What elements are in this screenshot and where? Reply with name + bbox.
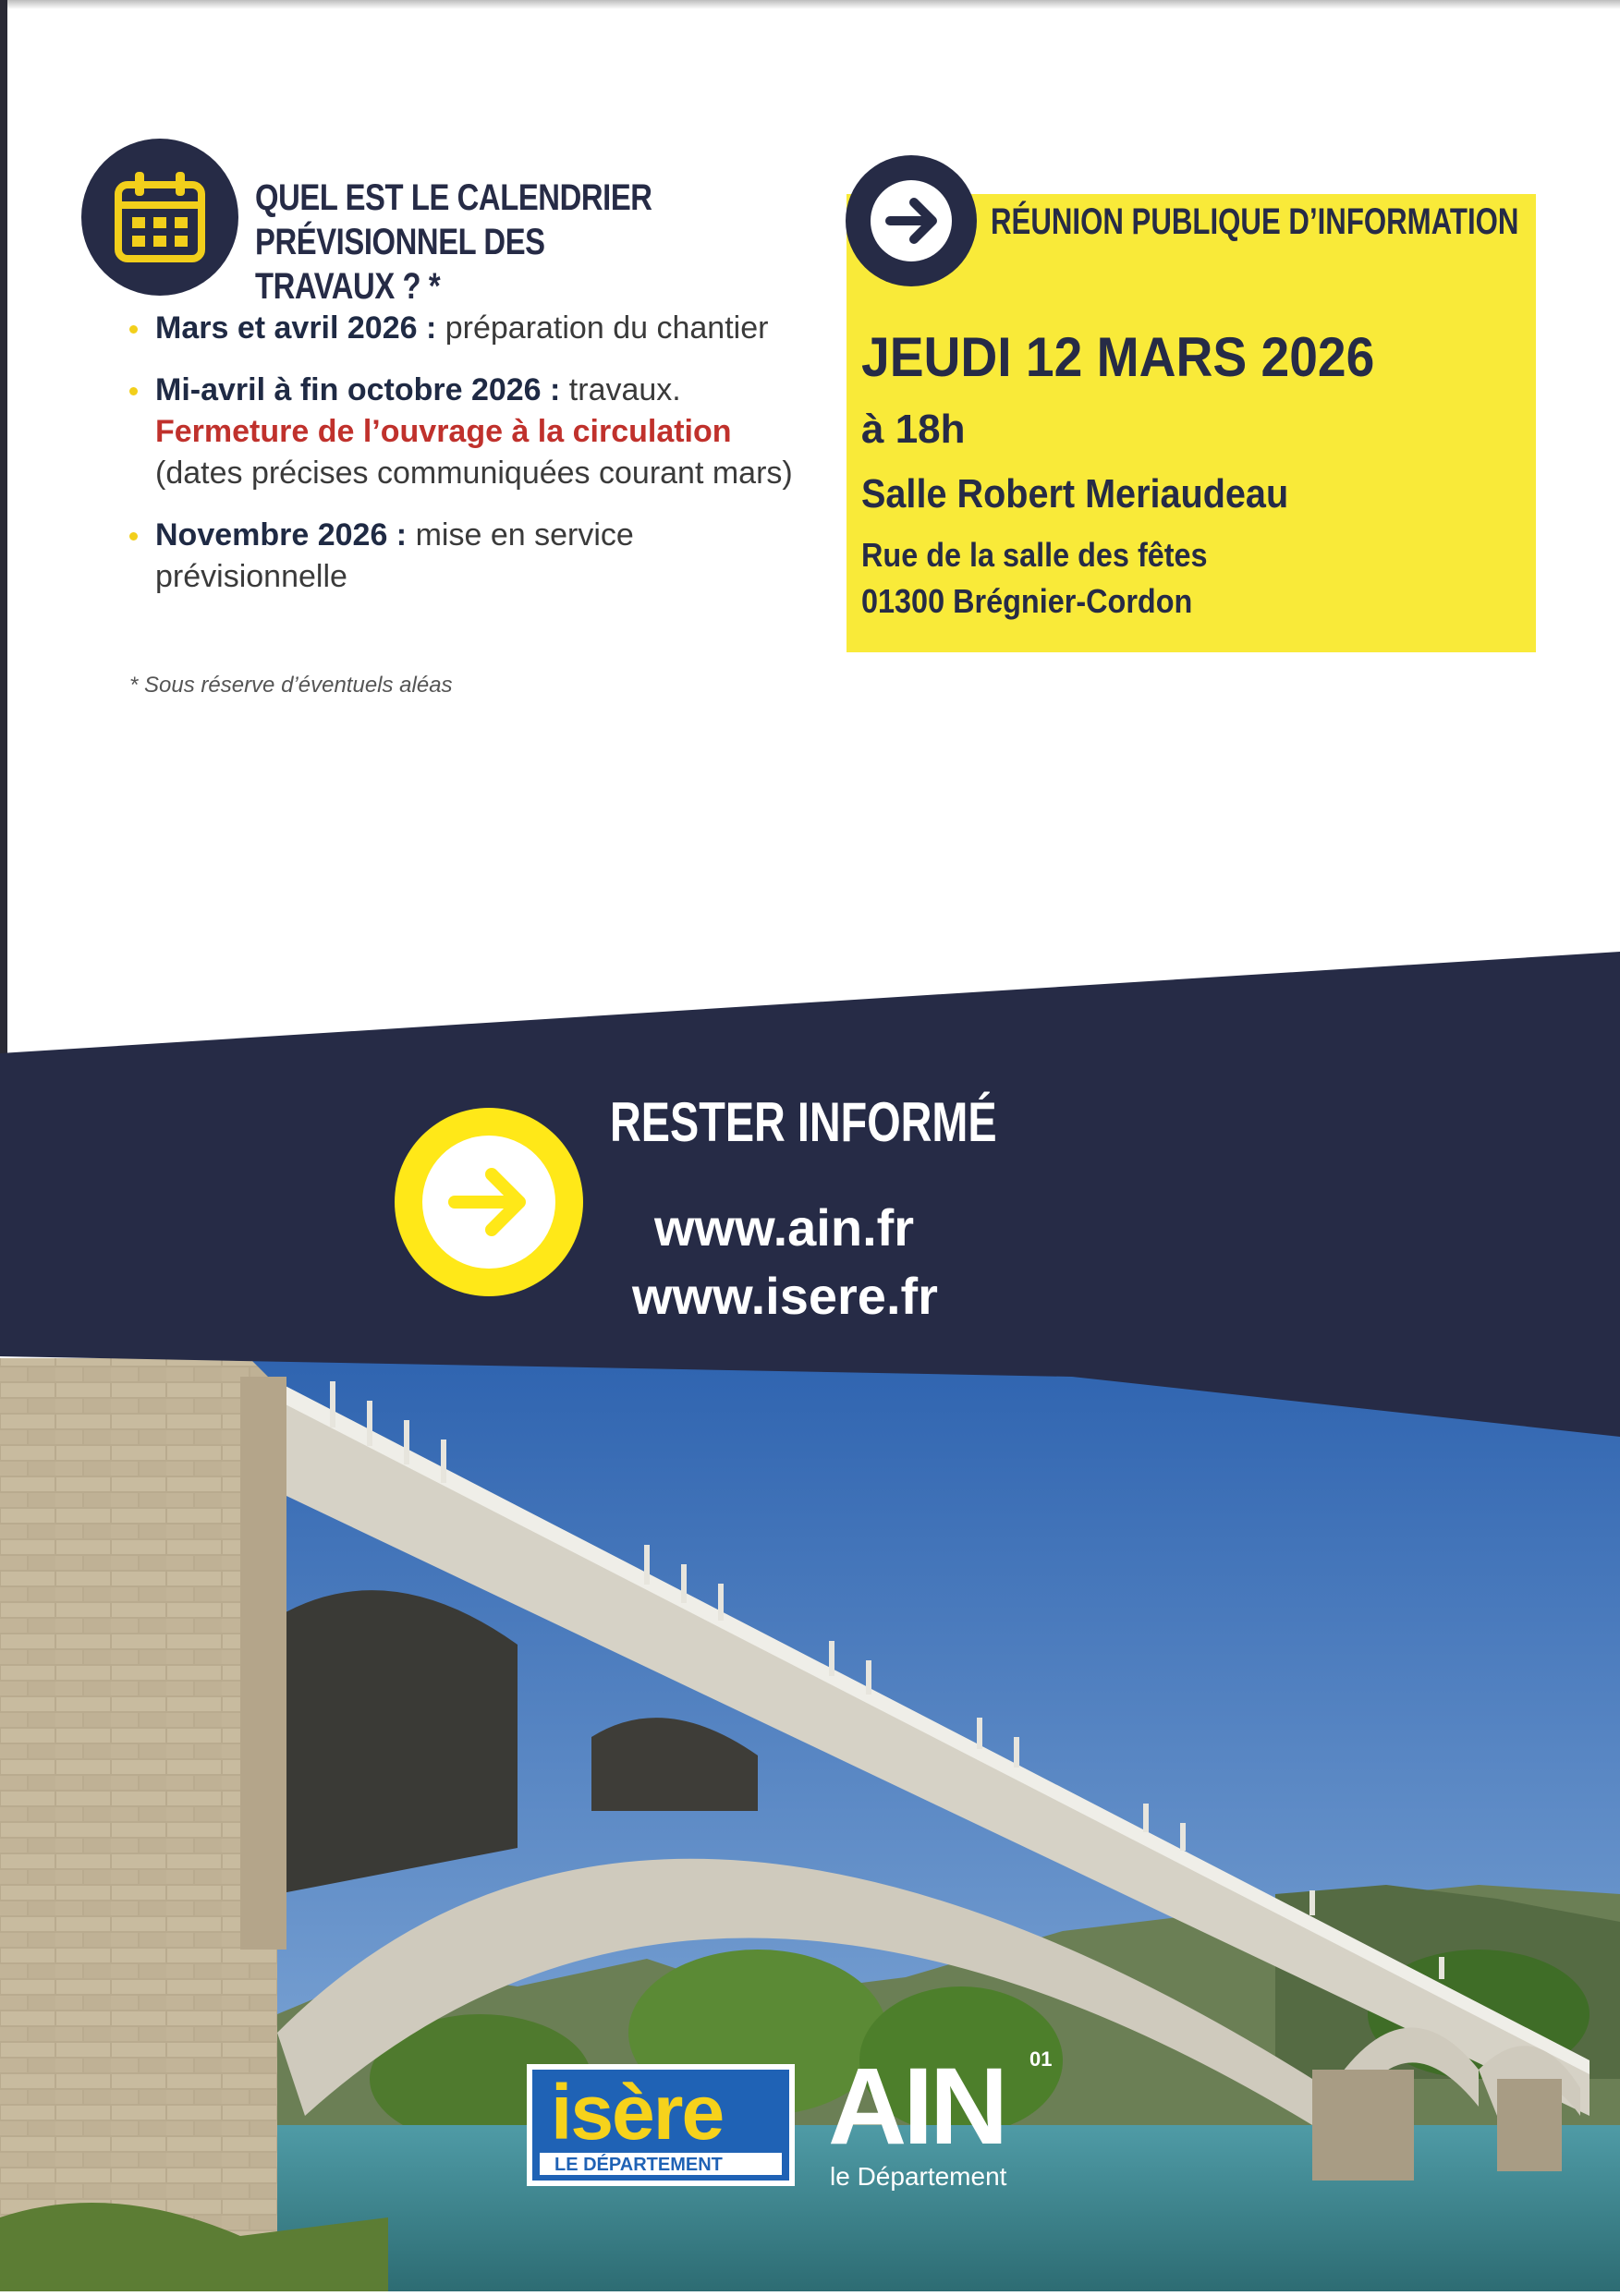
isere-logo-subtitle: LE DÉPARTEMENT (554, 2155, 723, 2175)
ain-logo (828, 2047, 1105, 2195)
schedule-period: Mars et avril 2026 : (155, 310, 437, 346)
meeting-title: RÉUNION PUBLIQUE D’INFORMATION (991, 201, 1519, 242)
isere-logo-name: isère (551, 2069, 724, 2156)
schedule-description: travaux. (560, 372, 681, 407)
ain-logo-name: AIN (828, 2046, 1005, 2168)
schedule-period: Novembre 2026 : (155, 517, 408, 553)
ain-logo-code: 01 (1029, 2047, 1053, 2071)
ain-website-link[interactable]: www.ain.fr (654, 1198, 915, 1257)
meeting-date: JEUDI 12 MARS 2026 (861, 326, 1375, 388)
meeting-city: 01300 Brégnier-Cordon (861, 582, 1193, 620)
stay-informed-title: RESTER INFORMÉ (610, 1091, 997, 1153)
closure-warning: Fermeture de l’ouvrage à la circulation (155, 414, 732, 449)
isere-website-link[interactable]: www.isere.fr (632, 1267, 938, 1325)
meeting-time: à 18h (861, 407, 966, 452)
calendar-title-line2: PRÉVISIONNEL DES TRAVAUX ? * (255, 222, 545, 307)
arrow-right-icon (392, 1105, 586, 1299)
schedule-note: (dates précises communiquées courant mars) (155, 456, 793, 491)
ain-logo-subtitle: le Département (830, 2162, 1007, 2191)
schedule-description: préparation du chantier (436, 310, 769, 346)
schedule-description: mise en service prévisionnelle (155, 517, 634, 594)
meeting-street: Rue de la salle des fêtes (861, 536, 1208, 574)
schedule-period: Mi-avril à fin octobre 2026 : (155, 372, 561, 407)
calendar-title-line1: QUEL EST LE CALENDRIER (255, 177, 652, 218)
isere-logo (527, 2064, 795, 2186)
footnote: * Sous réserve d’éventuels aléas (129, 673, 453, 698)
meeting-place: Salle Robert Meriaudeau (861, 471, 1289, 516)
